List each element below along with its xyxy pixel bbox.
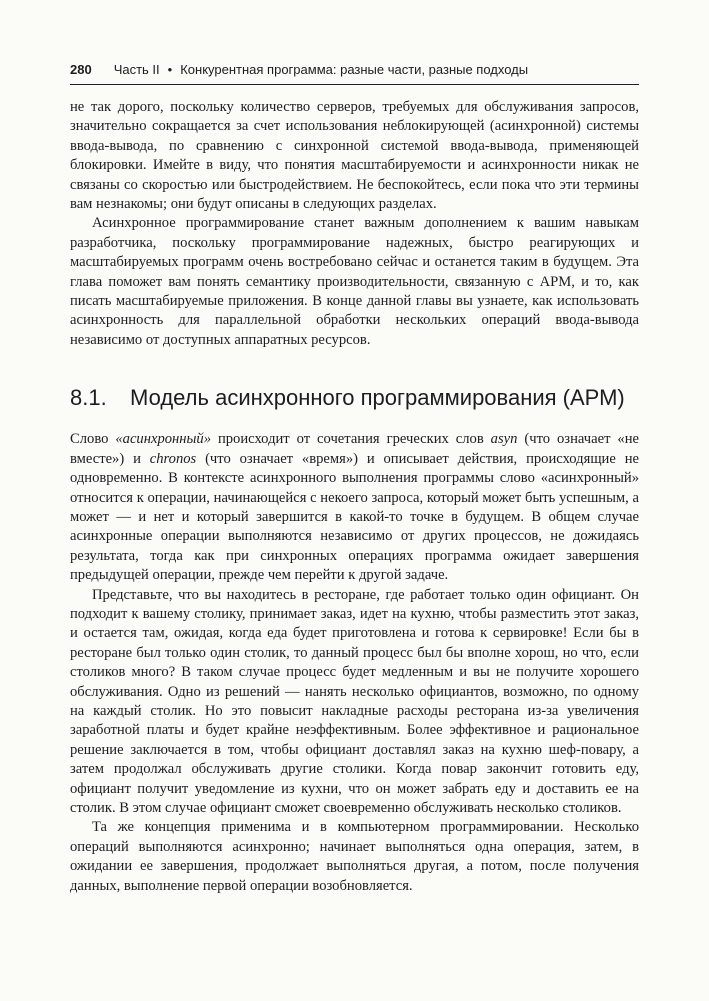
- paragraph-3-text-1: Слово: [70, 431, 116, 448]
- paragraph-4: Представьте, что вы находитесь в ресторане, где работает только один официант. Он подходит к вашему столику, принимает заказ, идет на кухню, чтобы разместить этот заказ, и остается там, ожидая, когда еда будет приготовлена и готова к сервировке! Если бы в ресторане был только один столик, то данный процесс был бы вполне хорош, но что, если столиков много? В таком случае процесс будет медленным и вы не получите хорошего обслуживания. Одно из решений — нанять несколько официантов, возможно, по одному на каждый столик. Но это повысит накладные расходы ресторана из-за увеличения заработной платы и будет крайне неэффективным. Более эффективное и рациональное решение заключается в том, чтобы официант доставлял заказ на кухню шеф-повару, а затем продолжал обслуживать другие столики. Когда повар закончит готовить еду, официант получит уведомление из кухни, что он может забрать еду и доставить ее на столик. В этом случае официант сможет своевременно обслуживать несколько столиков.: [70, 586, 639, 816]
- paragraph-5: Та же концепция применима и в компьютерном программировании. Несколько операций выполняются асинхронно; начинает выполняться одна операция, затем, в ожидании ее завершения, продолжает выполняться другая, а потом, после получения данных, выполнение первой операции возобновляется.: [70, 819, 639, 894]
- term-asyn: asyn: [490, 431, 518, 448]
- part-label: Часть II: [113, 62, 160, 77]
- paragraph-2: Асинхронное программирование станет важным дополнением к вашим навыкам разработчика, поскольку программирование надежных, быстро реагирующих и масштабируемых программ очень востребовано сейчас и останется таким в будущем. Эта глава поможет вам понять семантику производительности, связанную с АРМ, и то, как писать масштабируемые приложения. В конце данной главы вы узнаете, как использовать асинхронность для параллельной обработки нескольких операций ввода-вывода независимо от доступных аппаратных ресурсов.: [70, 215, 639, 348]
- page-body: [70, 98, 639, 896]
- paragraph-1: не так дорого, поскольку количество серверов, требуемых для обслуживания запросов, значительно сокращается за счет использования неблокирующей (асинхронной) системы ввода-вывода, по сравнению с синхронной системой ввода-вывода, применяющей блокировки. Имейте в виду, что понятия масштабируемости и асинхронности никак не связаны со скоростью или быстродействием. Не беспокойтесь, если пока что эти термины вам незнакомы; они будут описаны в следующих разделах.: [70, 99, 639, 213]
- section-title: Модель асинхронного программирования (АРМ): [130, 385, 625, 411]
- paragraph-3-text-4: (что означает «время») и описывает действия, происходящие не одновременно. В контексте асинхронного выполнения программы слово «асинхронный» относится к операции, начинающейся с некоего запроса, который может быть успешным, а может — и нет и который завершится в какой-то точке в будущем. В общем случае асинхронные операции выполняются независимо от других процессов, не дожидаясь результата, тогда как при синхронных операциях программа ожидает завершения предыдущей операции, прежде чем перейти к другой задаче.: [70, 450, 639, 584]
- section-number: 8.1.: [70, 385, 107, 411]
- chapter-title: Конкурентная программа: разные части, разные подходы: [180, 62, 529, 77]
- paragraph-3: [70, 430, 639, 585]
- paragraph-3-text-3: (что означает «не вместе») и: [70, 431, 639, 467]
- running-header: [70, 60, 639, 80]
- header-bullet: •: [167, 62, 173, 77]
- section-heading: [70, 384, 639, 412]
- header-rule: [70, 84, 639, 85]
- paragraph-3-text-2: происходит от сочетания греческих слов: [211, 431, 491, 448]
- page-number: 280: [70, 62, 92, 77]
- term-asynchronous: «асинхронный»: [115, 431, 211, 448]
- term-chronos: chronos: [149, 450, 197, 467]
